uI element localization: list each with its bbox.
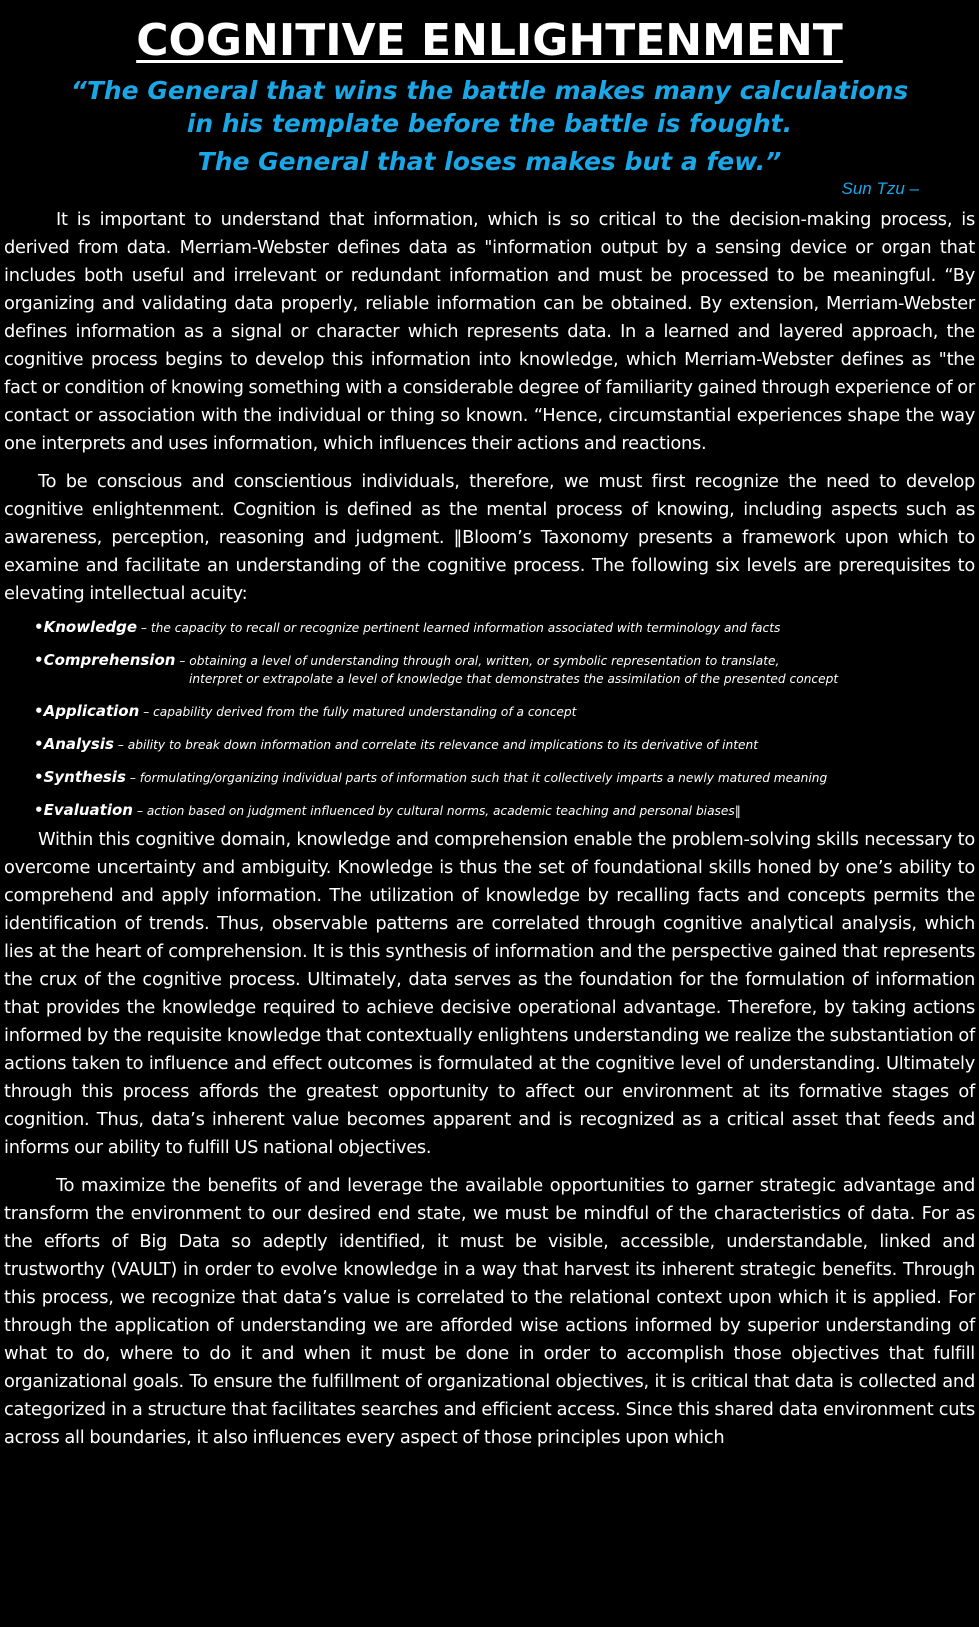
paragraph-4: To maximize the benefits of and leverage the available opportunities to garner strategic advantage and transform the environment to our desired end state, we must be mindful of the characteristics of data. For as the efforts of Big Data so adeptly identified, it must be visible, accessible, understandable, linked and trustworthy (VAULT) in order to evolve knowledge in a way that harvest its inherent strategic benefits. Through this process, we recognize that data’s value is correlated to the relational context upon which it is applied. For through the application of understanding we are afforded wise actions informed by superior understanding of what to do, where to do it and when it must be done in order to accomplish those objectives that fulfill organizational goals. To ensure the fulfillment of organizational objectives, it is critical that data is collected and categorized in a structure that facilitates searches and efficient access. Since this shared data environment cuts across all boundaries, it also influences every aspect of those principles upon which [4, 1175, 975, 1448]
level-definition: – capability derived from the fully matured understanding of a concept [139, 705, 577, 719]
level-definition: – ability to break down information and correlate its relevance and implications to its derivative of intent [113, 738, 759, 752]
bloom-levels-list [4, 618, 975, 820]
paragraph-1: It is important to understand that information, which is so critical to the decision-making process, is derived from data. Merriam-Webster defines data as "information output by a sensing device or organ that includes both useful and irrelevant or redundant information and must be processed to be meaningful. “By organizing and validating data properly, reliable information can be obtained. By extension, Merriam-Webster defines information as a signal or character which represents data. In a learned and layered approach, the cognitive process begins to develop this information into knowledge, which Merriam-Webster defines as "the fact or condition of knowing something with a considerable degree of familiarity gained through experience of or contact or association with the individual or thing so known. “Hence, circumstantial experiences shape the way one interprets and uses information, which influences their actions and reactions. [4, 209, 975, 454]
page-title: COGNITIVE ENLIGHTENMENT [136, 15, 843, 66]
level-term: •Synthesis [34, 768, 126, 786]
list-item [34, 735, 975, 754]
list-item [34, 651, 975, 688]
level-term: •Analysis [34, 735, 114, 753]
paragraph-3: Within this cognitive domain, knowledge and comprehension enable the problem-solving skills necessary to overcome uncertainty and ambiguity. Knowledge is thus the set of foundational skills honed by one’s ability to comprehend and apply information. The utilization of knowledge by recalling facts and concepts permits the identification of trends. Thus, observable patterns are correlated through cognitive analytical analysis, which lies at the heart of comprehension. It is this synthesis of information and the perspective gained that represents the crux of the cognitive process. Ultimately, data serves as the foundation for the formulation of information that provides the knowledge required to achieve decisive operational advantage. Therefore, by taking actions informed by the requisite knowledge that contextually enlightens understanding we realize the substantiation of actions taken to influence and effect outcomes is formulated at the cognitive level of understanding. Ultimately through this process affords the greatest opportunity to affect our environment at its formative stages of cognition. Thus, data’s inherent value becomes apparent and is recognized as a critical asset that feeds and informs our ability to fulfill US national objectives. [4, 829, 975, 1158]
epigraph-quote [4, 74, 975, 178]
quote-attribution: Sun Tzu – [841, 179, 919, 198]
level-definition: – the capacity to recall or recognize pertinent learned information associated with terminology and facts [137, 621, 781, 635]
quote-line-1: “The General that wins the battle makes many calculations [70, 76, 909, 105]
level-term: •Comprehension [34, 651, 176, 669]
level-term: •Evaluation [34, 801, 133, 819]
level-definition: – formulating/organizing individual parts of information such that it collectively imparts a newly matured meaning [125, 771, 828, 785]
level-term: •Knowledge [34, 618, 138, 636]
list-item [34, 801, 975, 820]
level-term: •Application [34, 702, 140, 720]
list-item [34, 768, 975, 787]
level-definition: – action based on judgment influenced by cultural norms, academic teaching and personal biases‖ [132, 804, 741, 818]
level-definition: – obtaining a level of understanding through oral, written, or symbolic representation to translate, [175, 654, 780, 668]
quote-line-3: The General that loses makes but a few.” [197, 147, 782, 176]
list-item [34, 702, 975, 721]
quote-line-2: in his template before the battle is fought. [186, 109, 793, 138]
list-item [34, 618, 975, 637]
paragraph-2: To be conscious and conscientious individuals, therefore, we must first recognize the need to develop cognitive enlightenment. Cognition is defined as the mental process of knowing, including aspects such as awareness, perception, reasoning and judgment. ‖Bloom’s Taxonomy presents a framework upon which to examine and facilitate an understanding of the cognitive process. The following six levels are prerequisites to elevating intellectual acuity: [4, 471, 975, 604]
level-definition-continued: interpret or extrapolate a level of knowledge that demonstrates the assimilation of the presented concept [189, 672, 839, 686]
